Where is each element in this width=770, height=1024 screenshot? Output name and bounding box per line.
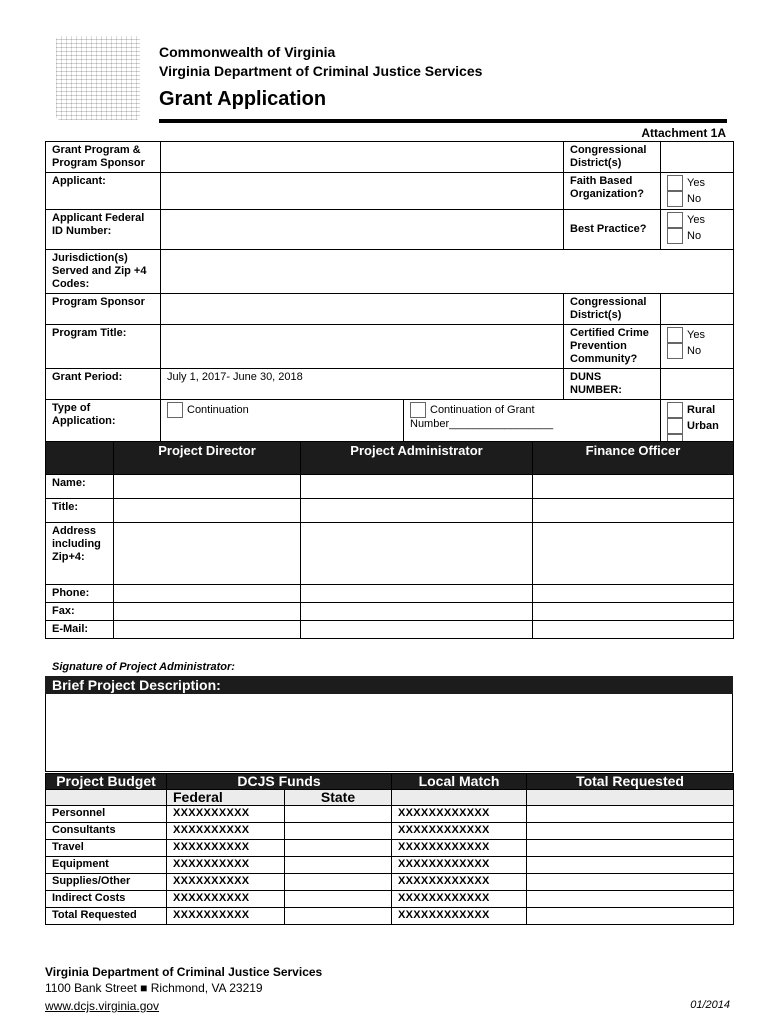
org-line-2: Virginia Department of Criminal Justice Services <box>159 63 483 79</box>
grant-period-value: July 1, 2017- June 30, 2018 <box>161 369 564 400</box>
footer-address: 1100 Bank Street ■ Richmond, VA 23219 <box>45 981 263 995</box>
crime-prevention-yes-label: Yes <box>687 328 705 341</box>
total-amount-field[interactable] <box>527 908 734 925</box>
attachment-label: Attachment 1A <box>641 126 726 140</box>
budget-table <box>45 773 734 925</box>
email-label: E-Mail: <box>46 621 114 639</box>
signature-label: Signature of Project Administrator: <box>52 661 235 673</box>
footer-url-link[interactable]: www.dcjs.virginia.gov <box>45 999 160 1013</box>
local-amount: XXXXXXXXXXXX <box>392 908 527 925</box>
faith-yes-checkbox[interactable] <box>667 175 683 191</box>
local-match-header: Local Match <box>392 774 527 790</box>
duns-label: DUNS NUMBER: <box>564 369 661 400</box>
congressional-field-2[interactable] <box>661 294 734 325</box>
federal-amount: XXXXXXXXXX <box>167 874 285 891</box>
grant-period-label: Grant Period: <box>46 369 161 400</box>
state-amount-field[interactable] <box>285 908 392 925</box>
jurisdiction-field[interactable] <box>161 250 734 294</box>
director-email-field[interactable] <box>114 621 301 639</box>
congressional-field-1[interactable] <box>661 142 734 173</box>
virginia-seal-logo <box>56 36 140 120</box>
total-amount-field[interactable] <box>527 874 734 891</box>
state-amount-field[interactable] <box>285 823 392 840</box>
total-amount-field[interactable] <box>527 891 734 908</box>
description-heading: Brief Project Description: <box>45 676 733 694</box>
budget-row-label: Supplies/Other <box>46 874 167 891</box>
finance-address-field[interactable] <box>533 523 734 585</box>
faith-label: Faith Based Organization? <box>564 173 661 210</box>
rural-checkbox[interactable] <box>667 402 683 418</box>
federal-id-label: Applicant Federal ID Number: <box>46 210 161 250</box>
federal-amount: XXXXXXXXXX <box>167 891 285 908</box>
budget-row-label: Total Requested <box>46 908 167 925</box>
faith-no-checkbox[interactable] <box>667 191 683 207</box>
administrator-address-field[interactable] <box>301 523 533 585</box>
project-director-header: Project Director <box>114 442 301 475</box>
phone-label: Phone: <box>46 585 114 603</box>
address-label: Address including Zip+4: <box>46 523 114 585</box>
total-amount-field[interactable] <box>527 823 734 840</box>
fax-label: Fax: <box>46 603 114 621</box>
program-sponsor-label: Program Sponsor <box>46 294 161 325</box>
local-amount: XXXXXXXXXXXX <box>392 806 527 823</box>
dcjs-funds-header: DCJS Funds <box>167 774 392 790</box>
federal-amount: XXXXXXXXXX <box>167 823 285 840</box>
applicant-info-table <box>45 141 734 467</box>
title-label: Title: <box>46 499 114 523</box>
crime-prevention-label: Certified Crime Prevention Community? <box>564 325 661 369</box>
crime-prevention-no-checkbox[interactable] <box>667 343 683 359</box>
local-amount: XXXXXXXXXXXX <box>392 857 527 874</box>
org-line-1: Commonwealth of Virginia <box>159 44 336 60</box>
director-fax-field[interactable] <box>114 603 301 621</box>
state-subheader: State <box>285 790 392 806</box>
program-title-field[interactable] <box>161 325 564 369</box>
finance-title-field[interactable] <box>533 499 734 523</box>
state-amount-field[interactable] <box>285 857 392 874</box>
crime-prevention-no-label: No <box>687 344 702 357</box>
grant-program-label: Grant Program & Program Sponsor <box>46 142 161 173</box>
contacts-table <box>45 441 734 639</box>
budget-row-label: Personnel <box>46 806 167 823</box>
federal-subheader: Federal <box>167 790 285 806</box>
congressional-label-2: Congressional District(s) <box>564 294 661 325</box>
duns-field[interactable] <box>661 369 734 400</box>
state-amount-field[interactable] <box>285 806 392 823</box>
administrator-title-field[interactable] <box>301 499 533 523</box>
local-amount: XXXXXXXXXXXX <box>392 891 527 908</box>
congressional-label-1: Congressional District(s) <box>564 142 661 173</box>
administrator-name-field[interactable] <box>301 475 533 499</box>
administrator-phone-field[interactable] <box>301 585 533 603</box>
project-administrator-header: Project Administrator <box>301 442 533 475</box>
best-practice-no-checkbox[interactable] <box>667 228 683 244</box>
budget-row-label: Consultants <box>46 823 167 840</box>
urban-label: Urban <box>687 419 719 432</box>
best-practice-label: Best Practice? <box>564 210 661 250</box>
best-practice-yes-label: Yes <box>687 213 705 226</box>
description-field[interactable] <box>45 694 733 772</box>
urban-checkbox[interactable] <box>667 418 683 434</box>
federal-amount: XXXXXXXXXX <box>167 806 285 823</box>
continuation-checkbox[interactable] <box>167 402 183 418</box>
state-amount-field[interactable] <box>285 840 392 857</box>
local-amount: XXXXXXXXXXXX <box>392 840 527 857</box>
footer-org: Virginia Department of Criminal Justice Services <box>45 965 323 979</box>
federal-amount: XXXXXXXXXX <box>167 840 285 857</box>
director-address-field[interactable] <box>114 523 301 585</box>
director-name-field[interactable] <box>114 475 301 499</box>
budget-row-label: Indirect Costs <box>46 891 167 908</box>
director-phone-field[interactable] <box>114 585 301 603</box>
total-amount-field[interactable] <box>527 840 734 857</box>
state-amount-field[interactable] <box>285 891 392 908</box>
federal-id-field[interactable] <box>161 210 564 250</box>
crime-prevention-yes-checkbox[interactable] <box>667 327 683 343</box>
faith-no-label: No <box>687 192 702 205</box>
finance-email-field[interactable] <box>533 621 734 639</box>
continuation-grant-label: Continuation of Grant Number_________________ <box>410 403 554 430</box>
federal-amount: XXXXXXXXXX <box>167 857 285 874</box>
continuation-grant-checkbox[interactable] <box>410 402 426 418</box>
title-rule <box>159 119 727 123</box>
finance-name-field[interactable] <box>533 475 734 499</box>
finance-officer-header: Finance Officer <box>533 442 734 475</box>
page-title: Grant Application <box>159 88 327 110</box>
applicant-field[interactable] <box>161 173 564 210</box>
budget-row-label: Travel <box>46 840 167 857</box>
administrator-email-field[interactable] <box>301 621 533 639</box>
budget-header: Project Budget <box>46 774 167 790</box>
total-amount-field[interactable] <box>527 857 734 874</box>
program-title-label: Program Title: <box>46 325 161 369</box>
administrator-fax-field[interactable] <box>301 603 533 621</box>
faith-yes-label: Yes <box>687 176 705 189</box>
federal-amount: XXXXXXXXXX <box>167 908 285 925</box>
state-amount-field[interactable] <box>285 874 392 891</box>
applicant-label: Applicant: <box>46 173 161 210</box>
best-practice-yes-checkbox[interactable] <box>667 212 683 228</box>
local-amount: XXXXXXXXXXXX <box>392 823 527 840</box>
jurisdiction-label: Jurisdiction(s) Served and Zip +4 Codes: <box>46 250 161 294</box>
type-of-application-label: Type of Application: <box>46 400 161 467</box>
continuation-label: Continuation <box>187 403 249 416</box>
local-amount: XXXXXXXXXXXX <box>392 874 527 891</box>
total-requested-header: Total Requested <box>527 774 734 790</box>
grant-program-field[interactable] <box>161 142 564 173</box>
finance-fax-field[interactable] <box>533 603 734 621</box>
rural-label: Rural <box>687 403 716 416</box>
director-title-field[interactable] <box>114 499 301 523</box>
best-practice-no-label: No <box>687 229 702 242</box>
total-amount-field[interactable] <box>527 806 734 823</box>
name-label: Name: <box>46 475 114 499</box>
finance-phone-field[interactable] <box>533 585 734 603</box>
budget-row-label: Equipment <box>46 857 167 874</box>
footer-date: 01/2014 <box>690 999 730 1011</box>
program-sponsor-field[interactable] <box>161 294 564 325</box>
